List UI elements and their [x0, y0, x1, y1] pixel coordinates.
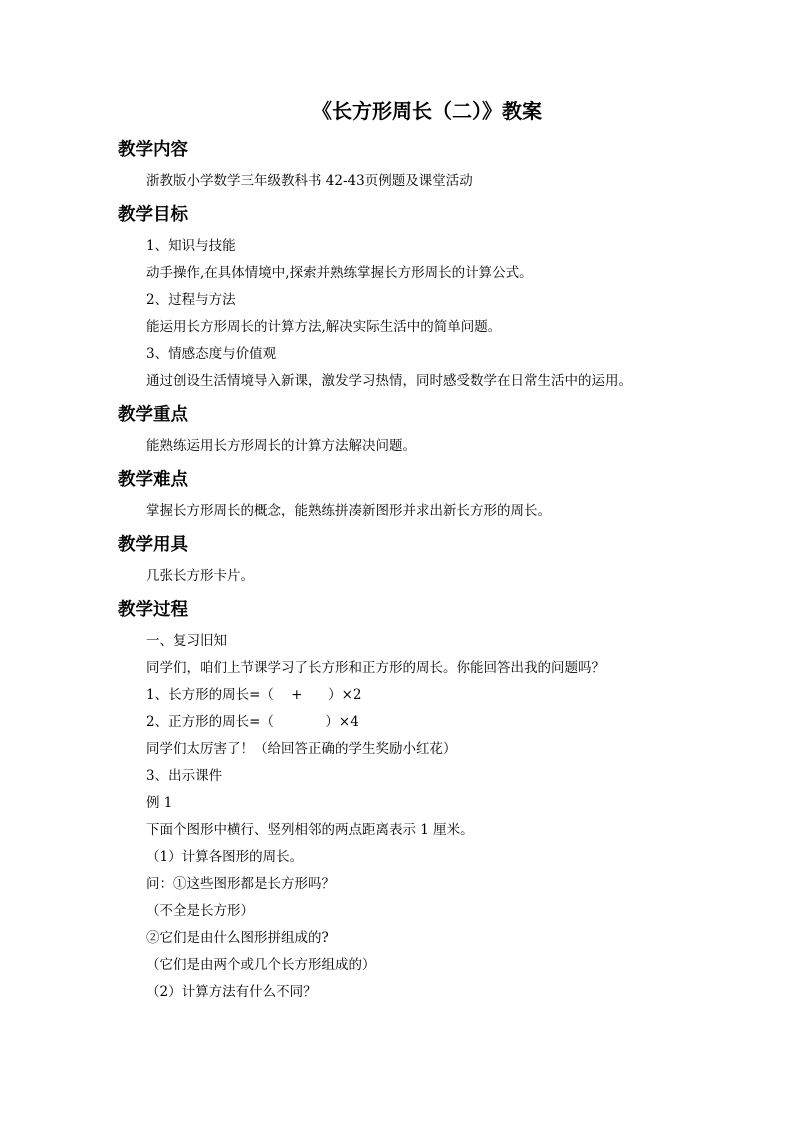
paragraph-line: 3、情感态度与价值观 — [146, 346, 277, 362]
section — [118, 401, 678, 460]
section — [118, 596, 678, 1006]
paragraph-line: 掌握长方形周长的概念，能熟练拼凑新图形并求出新长方形的周长。 — [146, 503, 551, 519]
section — [118, 136, 678, 195]
paragraph-line: 3、出示课件 — [146, 768, 223, 784]
paragraph-line: 1、知识与技能 — [146, 238, 236, 254]
paragraph-line: 下面个图形中横行、竖列相邻的两点距离表示 1 厘米。 — [146, 822, 474, 838]
paragraph-line: 2、正方形的周长=（ ）×4 — [146, 714, 359, 730]
paragraph-line: （2）计算方法有什么不同？ — [146, 984, 317, 1000]
paragraph-line: （不全是长方形） — [146, 903, 254, 919]
paragraph-line: 一、复习旧知 — [146, 633, 227, 649]
paragraph-line: 同学们太厉害了！（给回答正确的学生奖励小红花） — [146, 741, 457, 757]
section — [118, 466, 678, 525]
paragraph-line: 通过创设生活情境导入新课，激发学习热情，同时感受数学在日常生活中的运用。 — [146, 373, 632, 389]
paragraph-line: 1、长方形的周长=（ + ）×2 — [146, 687, 362, 703]
section-heading: 教学内容 — [118, 140, 188, 160]
paragraph-line: 能熟练运用长方形周长的计算方法解决问题。 — [146, 438, 416, 454]
section-heading: 教学难点 — [118, 470, 188, 490]
document-title: 《长方形周长（二）》教案 — [312, 99, 542, 123]
document-body — [118, 136, 678, 1006]
paragraph-line: 问：①这些图形都是长方形吗？ — [146, 876, 335, 892]
section-heading: 教学过程 — [118, 600, 188, 620]
section — [118, 201, 678, 395]
section-heading: 教学目标 — [118, 205, 188, 225]
paragraph-line: 浙教版小学数学三年级教科书 42-43页例题及课堂活动 — [146, 173, 473, 189]
paragraph-line: （它们是由两个或几个长方形组成的） — [146, 957, 376, 973]
paragraph-line: 同学们，咱们上节课学习了长方形和正方形的周长。你能回答出我的问题吗？ — [146, 660, 605, 676]
paragraph-line: （1）计算各图形的周长。 — [146, 849, 304, 865]
paragraph-line: ②它们是由什么图形拼组成的? — [146, 930, 329, 946]
section-heading: 教学用具 — [118, 535, 188, 555]
paragraph-line: 几张长方形卡片。 — [146, 568, 254, 584]
section-heading: 教学重点 — [118, 405, 188, 425]
section — [118, 531, 678, 590]
paragraph-line: 能运用长方形周长的计算方法,解决实际生活中的简单问题。 — [146, 319, 502, 335]
paragraph-line: 2、过程与方法 — [146, 292, 236, 308]
paragraph-line: 动手操作,在具体情境中,探索并熟练掌握长方形周长的计算公式。 — [146, 265, 533, 281]
paragraph-line: 例 1 — [146, 795, 173, 811]
